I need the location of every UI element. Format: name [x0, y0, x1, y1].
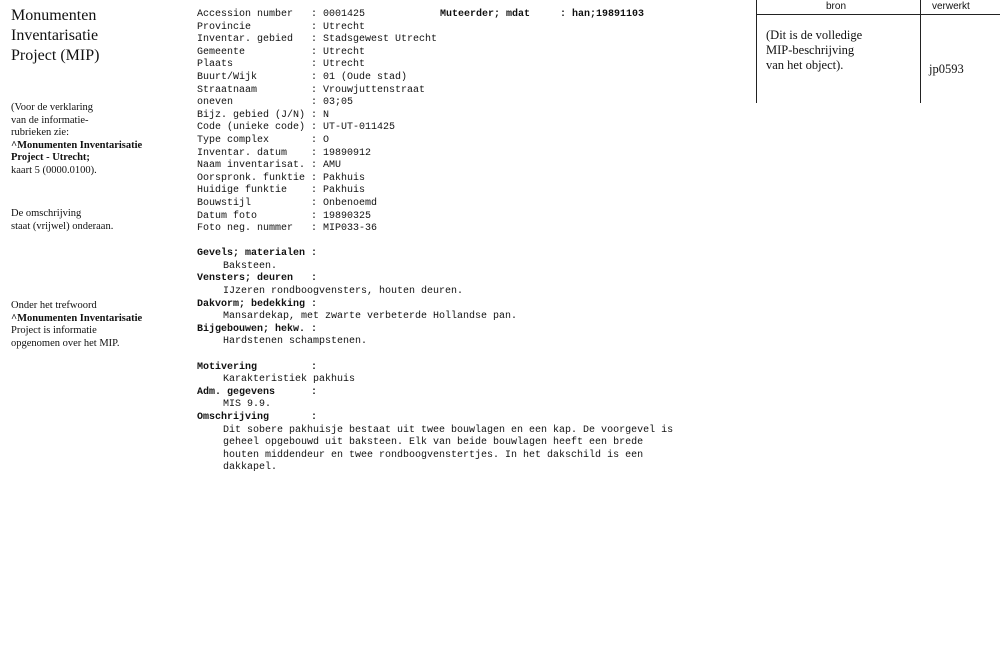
- note-line: ^Monumenten Inventarisatie: [11, 139, 143, 151]
- field-separator: :: [257, 71, 324, 83]
- section-label: Bijgebouwen; hekw. :: [197, 323, 318, 335]
- field-label: Gemeente: [197, 46, 246, 58]
- field-separator: :: [287, 185, 324, 197]
- field-value: 01 (Oude stad): [323, 71, 408, 83]
- field-label: Plaats: [197, 59, 234, 71]
- section-text: MIS 9.9.: [223, 399, 272, 411]
- field-row: [197, 148, 673, 161]
- box-description: [766, 28, 862, 73]
- note-line: opgenomen over het MIP.: [11, 337, 120, 349]
- note-line: Project - Utrecht;: [11, 152, 90, 164]
- field-label: Inventar. datum: [197, 147, 288, 159]
- source-box: [756, 0, 1000, 103]
- field-value: Utrecht: [323, 21, 366, 33]
- field-row: [197, 122, 673, 135]
- page-title: [11, 6, 186, 66]
- field-value: 03;05: [323, 97, 354, 109]
- record-body: [197, 9, 673, 475]
- processed-code: jp0593: [929, 62, 964, 76]
- field-row: [197, 160, 673, 173]
- spacer: [197, 236, 673, 249]
- source-header: bron: [826, 1, 847, 12]
- section-text: geheel opgebouwd uit baksteen. Elk van beide bouwlagen heeft een brede: [223, 437, 644, 449]
- field-label: Oorspronk. funktie: [197, 172, 306, 184]
- field-value: MIP033-36: [323, 223, 378, 235]
- field-value: 19890912: [323, 147, 372, 159]
- field-label: Accession number: [197, 9, 294, 20]
- field-label: Code (unieke code): [197, 122, 306, 134]
- note-line: staat (vrijwel) onderaan.: [11, 220, 114, 232]
- desc-line: van het object).: [766, 58, 844, 72]
- field-separator: :: [305, 122, 324, 134]
- section-text: Karakteristiek pakhuis: [223, 374, 356, 386]
- field-list: [197, 9, 673, 236]
- field-separator: :: [305, 160, 324, 172]
- note-text: De omschrijving: [11, 208, 82, 219]
- title-line: Inventarisatie: [11, 27, 99, 44]
- field-value: 0001425: [323, 9, 366, 20]
- section-text: houten middendeur en twee rondboogvenstertjes. In het dakschild is een: [223, 449, 644, 461]
- note-line: (Voor de verklaring: [11, 102, 94, 113]
- field-label: Type complex: [197, 134, 270, 146]
- field-row: [197, 173, 673, 186]
- keyword-note: [11, 300, 142, 350]
- field-row: [197, 135, 673, 148]
- desc-line: (Dit is de volledige: [766, 28, 863, 42]
- field-separator: :: [233, 59, 324, 71]
- field-value: O: [323, 134, 330, 146]
- field-value: Pakhuis: [323, 172, 366, 184]
- field-label: oneven: [197, 97, 234, 109]
- field-value: Utrecht: [323, 59, 366, 71]
- section-text: dakkapel.: [223, 462, 278, 474]
- field-row: [197, 110, 673, 123]
- field-separator: :: [293, 34, 324, 46]
- field-label: Bijz. gebied (J/N): [197, 109, 306, 121]
- field-separator: :: [245, 46, 324, 58]
- field-label: Buurt/Wijk: [197, 71, 258, 83]
- field-row: [197, 85, 673, 98]
- desc-line: MIP-beschrijving: [766, 43, 855, 57]
- description-note: [11, 208, 113, 233]
- field-separator: :: [305, 109, 324, 121]
- field-value: Onbenoemd: [323, 197, 378, 209]
- field-label: Bouwstijl: [197, 197, 252, 209]
- field-label: Provincie: [197, 21, 252, 33]
- field-separator: :: [251, 197, 324, 209]
- field-row: [197, 97, 673, 110]
- field-separator: :: [257, 210, 324, 222]
- field-row: [197, 34, 673, 47]
- field-value: 19890325: [323, 210, 372, 222]
- field-value: AMU: [323, 160, 342, 172]
- section-text: Dit sobere pakhuisje bestaat uit twee bouwlagen en een kap. De voorgevel is: [223, 424, 674, 436]
- field-separator: :: [233, 97, 324, 109]
- field-separator: :: [257, 84, 324, 96]
- field-row: [197, 223, 673, 236]
- section-text: IJzeren rondboogvensters, houten deuren.: [223, 286, 464, 298]
- field-row: [197, 185, 673, 198]
- mutator-label: Muteerder; mdat: [440, 9, 531, 20]
- field-separator: :: [287, 147, 324, 159]
- field-separator: :: [293, 223, 324, 235]
- section-list: [197, 362, 673, 475]
- field-row: [197, 198, 673, 211]
- field-row: [197, 59, 673, 72]
- section-label: Adm. gegevens :: [197, 386, 318, 398]
- field-separator: :: [293, 9, 324, 20]
- section-text: Hardstenen schampstenen.: [223, 336, 368, 348]
- section-label: Omschrijving :: [197, 412, 318, 423]
- field-value: Stadsgewest Utrecht: [323, 34, 438, 46]
- field-value: N: [323, 109, 330, 121]
- section-text: Mansardekap, met zwarte verbeterde Hollandse pan.: [223, 311, 518, 323]
- section-label: Gevels; materialen :: [197, 248, 318, 260]
- field-label: Inventar. gebied: [197, 34, 294, 46]
- field-value: Utrecht: [323, 46, 366, 58]
- field-label: Datum foto: [197, 210, 258, 222]
- title-line: Project (MIP): [11, 47, 100, 64]
- section-label: Motivering :: [197, 361, 318, 373]
- explanation-note: [11, 102, 142, 178]
- field-label: Foto neg. nummer: [197, 223, 294, 235]
- note-line: Onder het trefwoord: [11, 300, 97, 311]
- box-header-rule: [756, 14, 1000, 15]
- field-row: [197, 72, 673, 85]
- note-line: rubrieken zie:: [11, 127, 70, 139]
- field-row: [197, 22, 673, 35]
- section-label: Vensters; deuren :: [197, 273, 318, 285]
- note-line: [11, 208, 113, 221]
- section-list: [197, 248, 673, 349]
- field-value: Vrouwjuttenstraat: [323, 84, 426, 96]
- field-row: [197, 9, 673, 22]
- title-line: Monumenten: [11, 7, 97, 24]
- mutator-value: : han;19891103: [560, 9, 645, 20]
- note-line: Project is informatie: [11, 325, 97, 337]
- note-line: van de informatie-: [11, 114, 89, 126]
- box-divider: [920, 0, 921, 103]
- field-label: Huidige funktie: [197, 185, 288, 197]
- field-row: [197, 47, 673, 60]
- field-separator: :: [305, 172, 324, 184]
- note-line: kaart 5 (0000.0100).: [11, 164, 97, 176]
- field-label: Naam inventarisat.: [197, 160, 306, 172]
- field-value: Pakhuis: [323, 185, 366, 197]
- field-row: [197, 211, 673, 224]
- field-separator: :: [269, 134, 324, 146]
- note-line: ^Monumenten Inventarisatie: [11, 312, 143, 324]
- field-value: UT-UT-011425: [323, 122, 396, 134]
- processed-header: verwerkt: [932, 1, 970, 12]
- field-separator: :: [251, 21, 324, 33]
- section-text: Baksteen.: [223, 260, 278, 272]
- field-label: Straatnaam: [197, 84, 258, 96]
- box-border: [756, 0, 757, 103]
- section-label: Dakvorm; bedekking :: [197, 298, 318, 310]
- sidebar: [11, 6, 186, 349]
- spacer: [197, 349, 673, 362]
